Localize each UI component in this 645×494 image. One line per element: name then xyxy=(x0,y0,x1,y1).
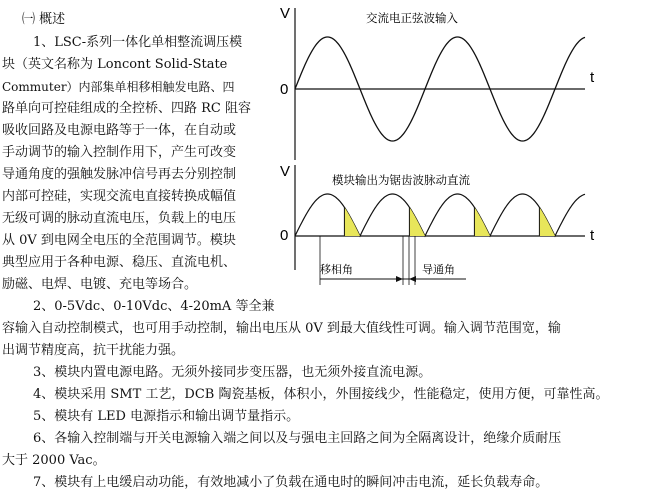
intro-line: 典型应用于各种电源、稳压、直流电机、 xyxy=(2,255,237,270)
feature-item: 7、模块有上电缓启动功能，有效地减小了负载在通电时的瞬间冲击电流，延长负载寿命。 xyxy=(33,475,549,490)
feature-item: 3、模块内置电源电路。无须外接同步变压器，也无须外接直流电源。 xyxy=(33,365,432,380)
bottom-origin-label: 0 xyxy=(280,227,289,244)
conduction-area xyxy=(409,207,425,236)
feature-item: 5、模块有 LED 电源指示和输出调节量指示。 xyxy=(33,409,300,424)
intro-line: 导通角度的强触发脉冲信号再去分别控制 xyxy=(2,167,237,182)
para2-line: 容输入自动控制模式，也可用手动控制，输出电压从 0V 到最大值线性可调。输入调节范围宽，输 xyxy=(2,321,561,336)
firing-cut-lines xyxy=(344,207,539,236)
bottom-v-label: V xyxy=(280,163,291,180)
conduction-label: 导通角 xyxy=(422,263,455,276)
dc-output-plot xyxy=(280,163,595,285)
intro-line: Commuter）内部集单相移相触发电路、四 xyxy=(2,80,235,94)
conduction-area xyxy=(474,207,490,236)
conduction-fills xyxy=(344,207,555,236)
top-plot-title: 交流电正弦波输入 xyxy=(366,11,458,25)
conduction-area xyxy=(344,207,360,236)
para2-line: 出调节精度高，抗干扰能力强。 xyxy=(2,343,185,358)
intro-line: 块（英文名称为 Loncont Solid-State xyxy=(2,57,228,72)
intro-line: 励磁、电焊、电镀、充电等场合。 xyxy=(2,277,198,292)
ac-input-plot xyxy=(280,5,595,160)
top-t-label: t xyxy=(590,69,595,86)
feature-item: 大于 2000 Vac。 xyxy=(2,453,106,468)
intro-line: 无级可调的脉动直流电压，负载上的电压 xyxy=(2,211,237,226)
intro-line: 吸收回路及电源电路等于一体，在自动或 xyxy=(2,123,237,138)
intro-line: 手动调节的输入控制作用下，产生可改变 xyxy=(2,145,237,160)
intro-line: 路单向可控硅组成的全控桥、四路 RC 阻容 xyxy=(2,101,251,116)
intro-line: 内部可控硅，实现交流电直接转换成幅值 xyxy=(2,189,237,204)
feature-item: 6、各输入控制端与开关电源输入端之间以及与强电主回路之间为全隔离设计，绝缘介质耐压 xyxy=(33,431,562,446)
conduction-area xyxy=(539,207,555,236)
bottom-t-label: t xyxy=(590,227,595,244)
section-heading: ㈠ 概述 xyxy=(22,12,66,27)
waveform-figure xyxy=(270,0,645,292)
phase-shift-label: 移相角 xyxy=(320,263,353,276)
bottom-plot-title: 模块输出为锯齿波脉动直流 xyxy=(332,173,470,187)
top-origin-label: 0 xyxy=(280,81,289,98)
dim-arrow-head-left xyxy=(396,276,403,282)
para2-line: 2、0-5Vdc、0-10Vdc、4-20mA 等全兼 xyxy=(33,299,275,314)
top-v-label: V xyxy=(280,5,291,22)
dim-arrow-head-mid xyxy=(409,276,416,282)
intro-line: 1、LSC-系列一体化单相整流调压模 xyxy=(33,35,243,50)
intro-line: 从 0V 到电网全电压的全范围调节。模块 xyxy=(2,233,236,248)
feature-item: 4、模块采用 SMT 工艺，DCB 陶瓷基板，体积小，外围接线少，性能稳定，使用方便，可靠性高。 xyxy=(33,387,609,402)
